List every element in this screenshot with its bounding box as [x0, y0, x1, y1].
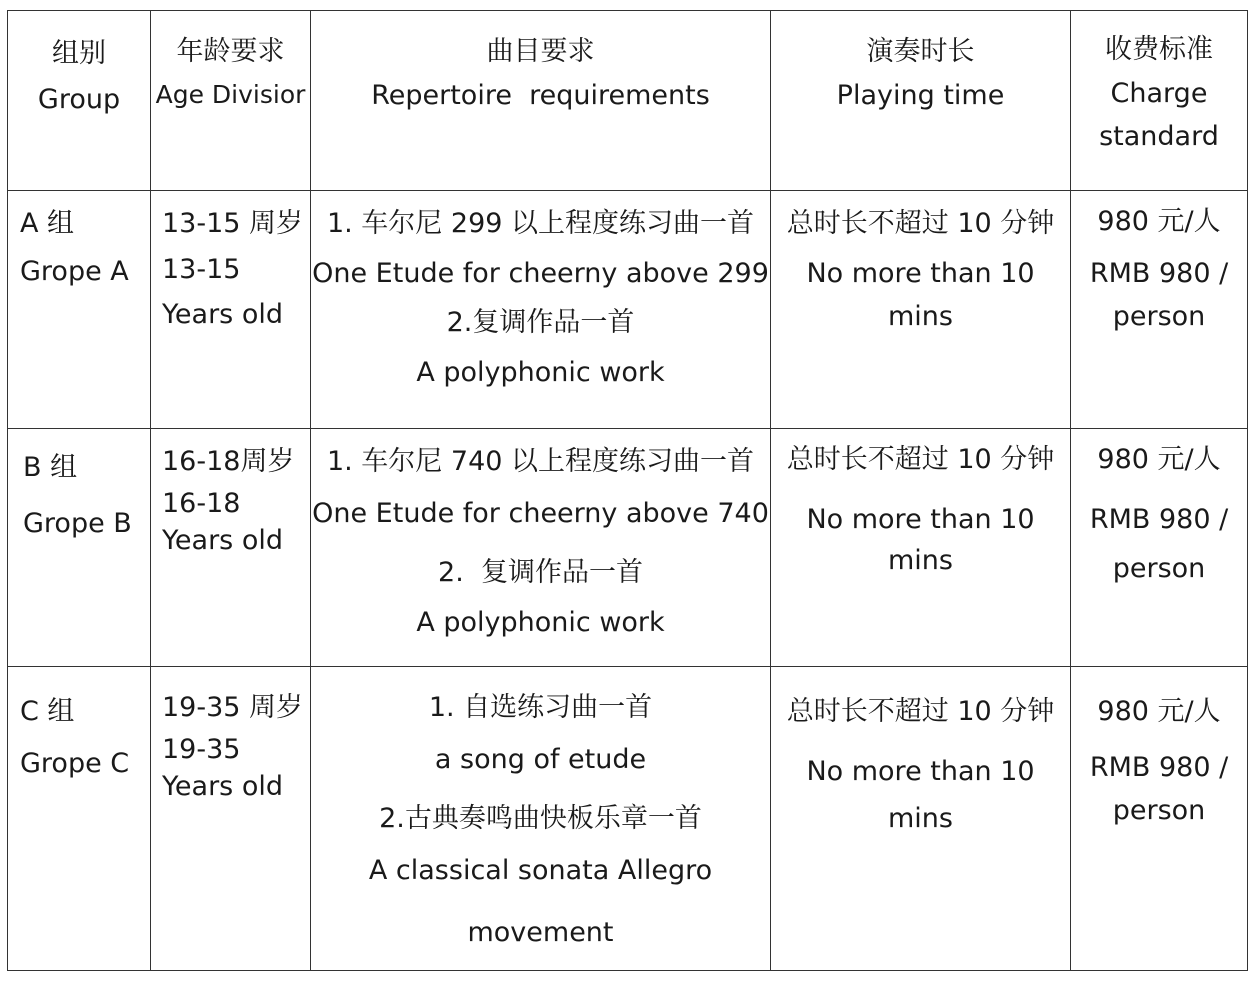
time-en: No more than 10 [806, 755, 1035, 787]
table-row [8, 667, 1248, 971]
group-en: Grope A [20, 255, 129, 287]
fee-en-unit: person [1112, 795, 1206, 827]
header-fee-zh: 收费标准 [1105, 34, 1213, 65]
group-cell [8, 429, 151, 667]
header-age-zh: 年龄要求 [176, 36, 285, 67]
header-row [8, 11, 1248, 191]
time-en-unit: mins [888, 301, 953, 333]
age-cell [151, 191, 311, 429]
header-age [151, 11, 311, 191]
repertoire-line: A polyphonic work [416, 357, 665, 389]
header-repertoire [311, 11, 771, 191]
repertoire-line: 2.复调作品一首 [446, 307, 635, 339]
age-en-unit: Years old [162, 771, 283, 803]
header-group-en: Group [37, 83, 121, 115]
group-zh: C 组 [20, 696, 75, 727]
repertoire-cell [311, 429, 771, 667]
header-time-zh: 演奏时长 [866, 36, 975, 67]
group-cell [8, 667, 151, 971]
time-cell [771, 667, 1071, 971]
repertoire-cell [311, 191, 771, 429]
time-en-unit: mins [888, 803, 953, 835]
fee-en-unit: person [1112, 301, 1206, 333]
repertoire-line: A classical sonata Allegro [368, 855, 713, 887]
group-cell [8, 191, 151, 429]
group-zh: B 组 [23, 452, 78, 483]
header-fee-en: Charge [1110, 77, 1208, 109]
time-en: No more than 10 [806, 503, 1035, 535]
repertoire-line: movement [467, 916, 614, 948]
header-repertoire-zh: 曲目要求 [486, 36, 595, 67]
age-cell [151, 667, 311, 971]
repertoire-line: 1. 自选练习曲一首 [428, 692, 653, 723]
age-en-range: 16-18 [162, 487, 241, 519]
group-en: Grope C [20, 747, 130, 779]
age-en-unit: Years old [162, 525, 283, 557]
time-zh: 总时长不超过 10 分钟 [786, 208, 1055, 239]
header-group-zh: 组别 [52, 38, 106, 69]
competition-table [7, 10, 1248, 971]
header-age-en: Age Divisior [155, 79, 306, 109]
fee-en: RMB 980 / [1089, 503, 1229, 535]
repertoire-line: 2. 复调作品一首 [438, 557, 643, 589]
repertoire-line: One Etude for cheerny above 299 [312, 257, 769, 289]
repertoire-line: A polyphonic work [416, 607, 665, 639]
repertoire-line: One Etude for cheerny above 740 [312, 497, 769, 529]
age-en-range: 19-35 [162, 733, 241, 765]
table-row [8, 429, 1248, 667]
age-zh: 19-35 周岁 [162, 692, 304, 723]
time-en: No more than 10 [806, 257, 1035, 289]
repertoire-line: a song of etude [434, 743, 647, 775]
header-fee-en2: standard [1099, 121, 1219, 153]
time-cell [771, 429, 1071, 667]
header-time [771, 11, 1071, 191]
header-time-en: Playing time [836, 79, 1005, 111]
group-en: Grope B [23, 507, 132, 539]
repertoire-line: 1. 车尔尼 299 以上程度练习曲一首 [326, 208, 755, 239]
repertoire-cell [311, 667, 771, 971]
age-zh: 13-15 周岁 [162, 208, 304, 239]
header-fee [1071, 11, 1248, 191]
fee-zh: 980 元/人 [1097, 206, 1221, 237]
fee-cell [1071, 429, 1248, 667]
age-cell [151, 429, 311, 667]
time-zh: 总时长不超过 10 分钟 [786, 696, 1055, 727]
fee-cell [1071, 667, 1248, 971]
table-row [8, 191, 1248, 429]
time-zh: 总时长不超过 10 分钟 [786, 444, 1055, 475]
header-group [8, 11, 151, 191]
fee-zh: 980 元/人 [1097, 696, 1221, 727]
fee-en-unit: person [1112, 553, 1206, 585]
time-en-unit: mins [888, 545, 953, 577]
fee-cell [1071, 191, 1248, 429]
header-repertoire-en: Repertoire requirements [371, 79, 710, 111]
repertoire-line: 1. 车尔尼 740 以上程度练习曲一首 [326, 446, 755, 477]
age-en-unit: Years old [162, 299, 283, 331]
age-zh: 16-18周岁 [162, 446, 295, 477]
age-en-range: 13-15 [162, 253, 241, 285]
fee-zh: 980 元/人 [1097, 444, 1221, 475]
fee-en: RMB 980 / [1089, 751, 1229, 783]
repertoire-line: 2.古典奏鸣曲快板乐章一首 [379, 803, 702, 835]
fee-en: RMB 980 / [1089, 257, 1229, 289]
time-cell [771, 191, 1071, 429]
group-zh: A 组 [20, 208, 75, 239]
